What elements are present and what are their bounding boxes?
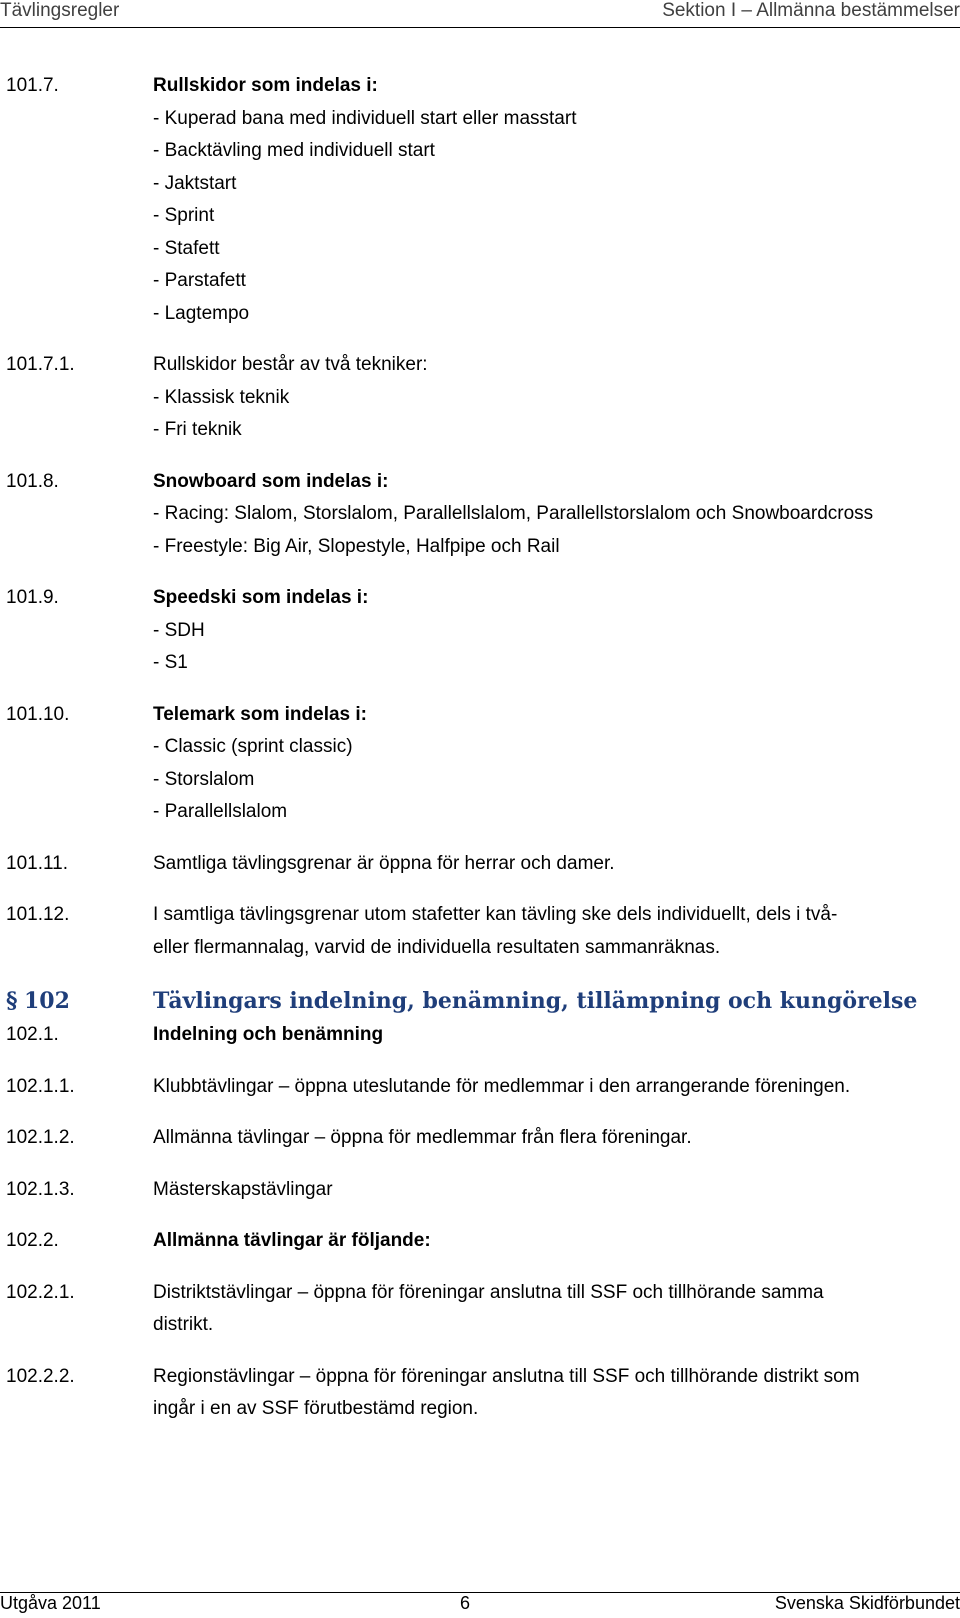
rule-title: Speedski som indelas i:: [153, 587, 369, 608]
rule-number: 102.1.2.: [6, 1127, 75, 1148]
rule-block: [6, 466, 956, 583]
rule-block: [6, 1361, 956, 1426]
rule-title: Klubbtävlingar – öppna uteslutande för medlemmar i den arrangerande föreningen.: [153, 1075, 851, 1097]
rule-number: 101.8.: [6, 470, 59, 492]
rule-block: [6, 1122, 956, 1174]
paragraph-symbol: §: [6, 988, 18, 1014]
spacer: [6, 1103, 956, 1122]
rule-block: [6, 582, 956, 699]
spacer: [6, 1206, 956, 1225]
rule-number: 102.1.1.: [6, 1075, 75, 1097]
spacer: [6, 1342, 956, 1361]
rule-list-item: - Classic (sprint classic): [153, 736, 353, 757]
rule-title: Allmänna tävlingar är följande:: [153, 1230, 431, 1251]
rule-number: 101.12.: [6, 904, 70, 925]
rule-list-item: - Racing: Slalom, Storslalom, Parallellslalom, Parallellstorslalom och Snowboardcross: [153, 503, 874, 524]
rule-list-item: distrikt.: [153, 1314, 214, 1335]
rule-list-item: - Freestyle: Big Air, Slopestyle, Halfpipe och Rail: [153, 535, 560, 557]
rule-content: [153, 1122, 956, 1155]
rule-number: 101.10.: [6, 703, 70, 725]
rule-number: 102.2.1.: [6, 1281, 75, 1303]
rule-list-item: - Storslalom: [153, 768, 255, 790]
rule-title: Indelning och benämning: [153, 1024, 384, 1045]
rule-row: [6, 466, 956, 564]
rule-number: 101.7.1.: [6, 354, 75, 375]
rule-row: [6, 1071, 956, 1104]
spacer: [6, 1258, 956, 1277]
header-right: Sektion I – Allmänna bestämmelser: [662, 0, 960, 21]
header-left: Tävlingsregler: [0, 0, 120, 21]
rule-content: [153, 349, 956, 447]
rule-list-item: ingår i en av SSF förutbestämd region.: [153, 1398, 479, 1419]
rule-block: [6, 699, 956, 848]
spacer: [6, 1052, 956, 1071]
rules-part-101: [6, 70, 956, 983]
rule-number: 102.2.: [6, 1230, 59, 1251]
rule-list-item: - Stafett: [153, 237, 220, 259]
rule-title: Allmänna tävlingar – öppna för medlemmar från flera föreningar.: [153, 1127, 692, 1148]
rule-row: [6, 349, 956, 447]
rule-list-item: - Parstafett: [153, 270, 246, 291]
spacer: [6, 829, 956, 848]
rules-part-102: [6, 1019, 956, 1426]
rule-content: [153, 1225, 956, 1258]
page-footer: [0, 1592, 960, 1618]
rule-list-item: - Klassisk teknik: [153, 386, 290, 408]
rule-row: [6, 1019, 956, 1052]
rule-row: [6, 582, 956, 680]
rule-content: [153, 699, 956, 829]
rule-number: 101.9.: [6, 587, 59, 608]
rule-block: [6, 1071, 956, 1123]
rule-content: [153, 582, 956, 680]
rule-block: [6, 70, 956, 349]
rule-list-item: - S1: [153, 652, 188, 673]
rule-content: [153, 1277, 956, 1342]
rule-list-item: - Kuperad bana med individuell start eller masstart: [153, 107, 577, 129]
rule-block: [6, 1277, 956, 1361]
page-header: [0, 0, 960, 28]
rule-title: Telemark som indelas i:: [153, 703, 368, 725]
rule-content: [153, 899, 956, 964]
rule-list-item: - Fri teknik: [153, 419, 242, 440]
spacer: [6, 964, 956, 983]
rule-list-item: - Sprint: [153, 205, 215, 226]
rule-title: I samtliga tävlingsgrenar utom stafetter kan tävling ske dels individuellt, dels i två-: [153, 904, 838, 925]
footer-page-number: 6: [460, 1593, 471, 1613]
section-heading-title: Tävlingars indelning, benämning, tillämpning och kungörelse: [153, 988, 918, 1014]
rule-content: [153, 1174, 956, 1207]
rule-number: 101.7.: [6, 75, 59, 96]
rule-list-item: - Lagtempo: [153, 302, 250, 324]
rule-block: [6, 1174, 956, 1226]
rule-title: Snowboard som indelas i:: [153, 470, 389, 492]
rule-block: [6, 349, 956, 466]
rule-content: [153, 466, 956, 564]
rule-row: [6, 1277, 956, 1342]
rule-row: [6, 1122, 956, 1155]
document-body: [6, 70, 956, 1426]
rule-number: 101.11.: [6, 852, 68, 874]
rule-row: [6, 848, 956, 881]
section-heading-number: 102: [24, 988, 70, 1014]
rule-content: [153, 1361, 956, 1426]
spacer: [6, 1155, 956, 1174]
section-heading: [6, 983, 956, 1019]
spacer: [6, 563, 956, 582]
rule-row: [6, 1361, 956, 1426]
rule-number: 102.1.: [6, 1024, 59, 1045]
rule-row: [6, 1225, 956, 1258]
rule-list-item: - Jaktstart: [153, 172, 237, 194]
rule-block: [6, 1225, 956, 1277]
rule-title: Rullskidor som indelas i:: [153, 75, 378, 96]
rule-number: 102.2.2.: [6, 1365, 75, 1387]
spacer: [6, 330, 956, 349]
rule-row: [6, 1174, 956, 1207]
rule-content: [153, 1071, 956, 1104]
spacer: [6, 880, 956, 899]
rule-block: [6, 899, 956, 983]
rule-title: Samtliga tävlingsgrenar är öppna för herrar och damer.: [153, 852, 615, 874]
footer-edition: Utgåva 2011: [0, 1593, 101, 1613]
rule-number: 102.1.3.: [6, 1178, 75, 1200]
spacer: [6, 680, 956, 699]
rule-list-item: eller flermannalag, varvid de individuella resultaten sammanräknas.: [153, 936, 721, 958]
spacer: [6, 447, 956, 466]
rule-row: [6, 699, 956, 829]
rule-content: [153, 70, 956, 330]
rule-content: [153, 1019, 956, 1052]
rule-list-item: - SDH: [153, 619, 205, 641]
rule-block: [6, 1019, 956, 1071]
rule-block: [6, 848, 956, 900]
rule-row: [6, 899, 956, 964]
rule-title: Regionstävlingar – öppna för föreningar anslutna till SSF och tillhörande distrikt som: [153, 1365, 860, 1387]
rule-content: [153, 848, 956, 881]
footer-organization: Svenska Skidförbundet: [774, 1593, 960, 1613]
rule-row: [6, 70, 956, 330]
rule-title: Distriktstävlingar – öppna för föreningar anslutna till SSF och tillhörande samma: [153, 1281, 824, 1303]
rule-title: Mästerskapstävlingar: [153, 1178, 333, 1200]
rule-title: Rullskidor består av två tekniker:: [153, 354, 428, 375]
rule-list-item: - Parallellslalom: [153, 801, 288, 822]
rule-list-item: - Backtävling med individuell start: [153, 140, 435, 161]
